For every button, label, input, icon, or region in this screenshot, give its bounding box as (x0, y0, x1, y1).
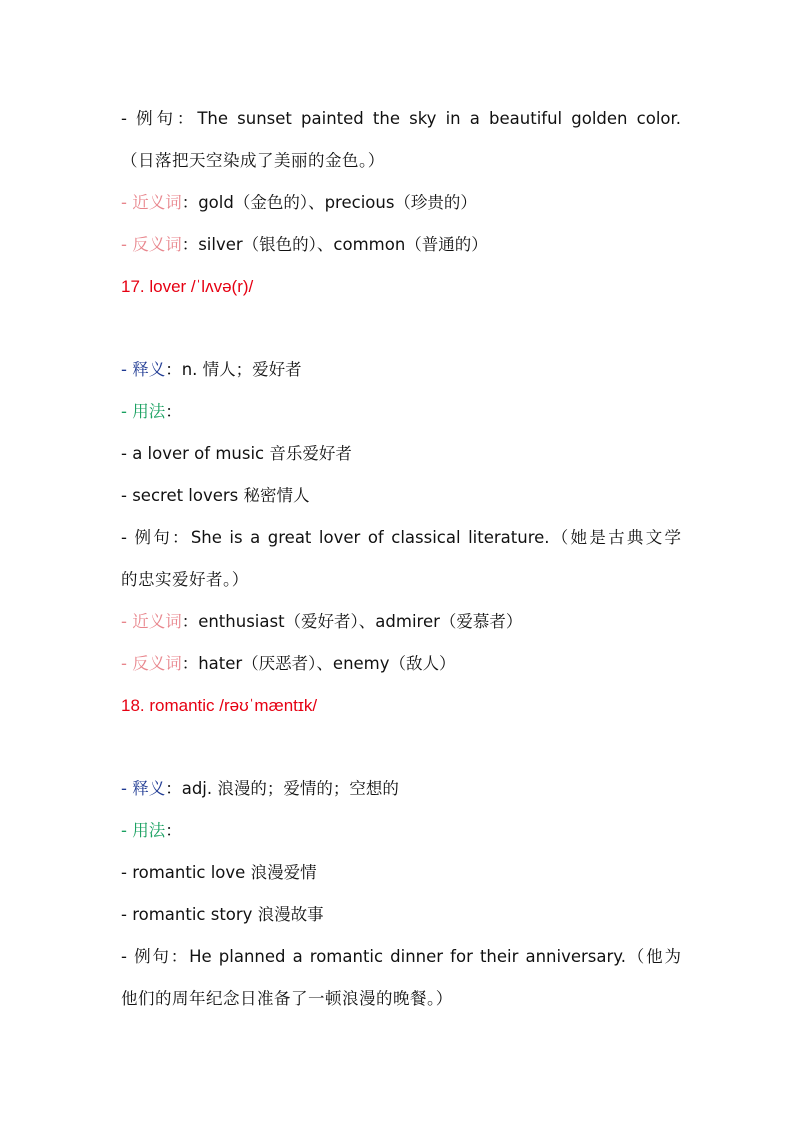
usage-heading: - 用法： (121, 821, 182, 840)
antonym-line: - 反义词：silver（银色的）、common（普通的） (121, 235, 488, 254)
example-line: - 例句：He planned a romantic dinner for their anniversary.（他为 (121, 947, 681, 966)
example-line: - 例句：The sunset painted the sky in a beautiful golden color. (121, 109, 682, 128)
entry-heading-romantic: 18. romantic /rəʊˈmæntɪk/ (121, 696, 318, 715)
usage-label: 用法 (132, 821, 166, 840)
example-label: 例句 (136, 109, 177, 128)
usage-item: - a lover of music 音乐爱好者 (121, 444, 352, 463)
example-label: 例句 (134, 947, 171, 966)
example-translation: （日落把天空染成了美丽的金色。） (121, 151, 385, 170)
usage-label: 用法 (132, 402, 166, 421)
synonym-label: 近义词 (132, 612, 182, 631)
usage-heading: - 用法： (121, 402, 182, 421)
definition-label: 释义 (132, 779, 166, 798)
antonym-line: - 反义词：hater（厌恶者）、enemy（敌人） (121, 654, 456, 673)
synonym-text: ：gold（金色的）、precious（珍贵的） (181, 193, 477, 212)
example-text: ：The sunset painted the sky in a beautiful golden color. (176, 109, 682, 128)
definition-text: ：adj. 浪漫的；爱情的；空想的 (165, 779, 399, 798)
definition-text: ：n. 情人；爱好者 (165, 360, 302, 379)
entry-heading-lover: 17. lover /ˈlʌvə(r)/ (121, 277, 254, 296)
definition-label: 释义 (132, 360, 166, 379)
antonym-text: ：hater（厌恶者）、enemy（敌人） (181, 654, 456, 673)
antonym-label: 反义词 (132, 235, 182, 254)
definition-line: - 释义：adj. 浪漫的；爱情的；空想的 (121, 779, 399, 798)
example-translation: 他们的周年纪念日准备了一顿浪漫的晚餐。） (121, 989, 453, 1008)
example-line: - 例句：She is a great lover of classical literature.（她是古典文学 (121, 528, 681, 547)
example-label: 例句 (134, 528, 173, 547)
antonym-text: ：silver（银色的）、common（普通的） (181, 235, 488, 254)
usage-item: - secret lovers 秘密情人 (121, 486, 310, 505)
antonym-label: 反义词 (132, 654, 182, 673)
example-text: ：He planned a romantic dinner for their anniversary.（他为 (170, 947, 681, 966)
synonym-line: - 近义词：gold（金色的）、precious（珍贵的） (121, 193, 477, 212)
definition-line: - 释义：n. 情人；爱好者 (121, 360, 302, 379)
example-translation: 的忠实爱好者。） (121, 570, 249, 589)
usage-item: - romantic story 浪漫故事 (121, 905, 324, 924)
example-text: ：She is a great lover of classical literature.（她是古典文学 (172, 528, 681, 547)
synonym-text: ：enthusiast（爱好者）、admirer（爱慕者） (181, 612, 523, 631)
usage-item: - romantic love 浪漫爱情 (121, 863, 317, 882)
synonym-label: 近义词 (132, 193, 182, 212)
synonym-line: - 近义词：enthusiast（爱好者）、admirer（爱慕者） (121, 612, 523, 631)
